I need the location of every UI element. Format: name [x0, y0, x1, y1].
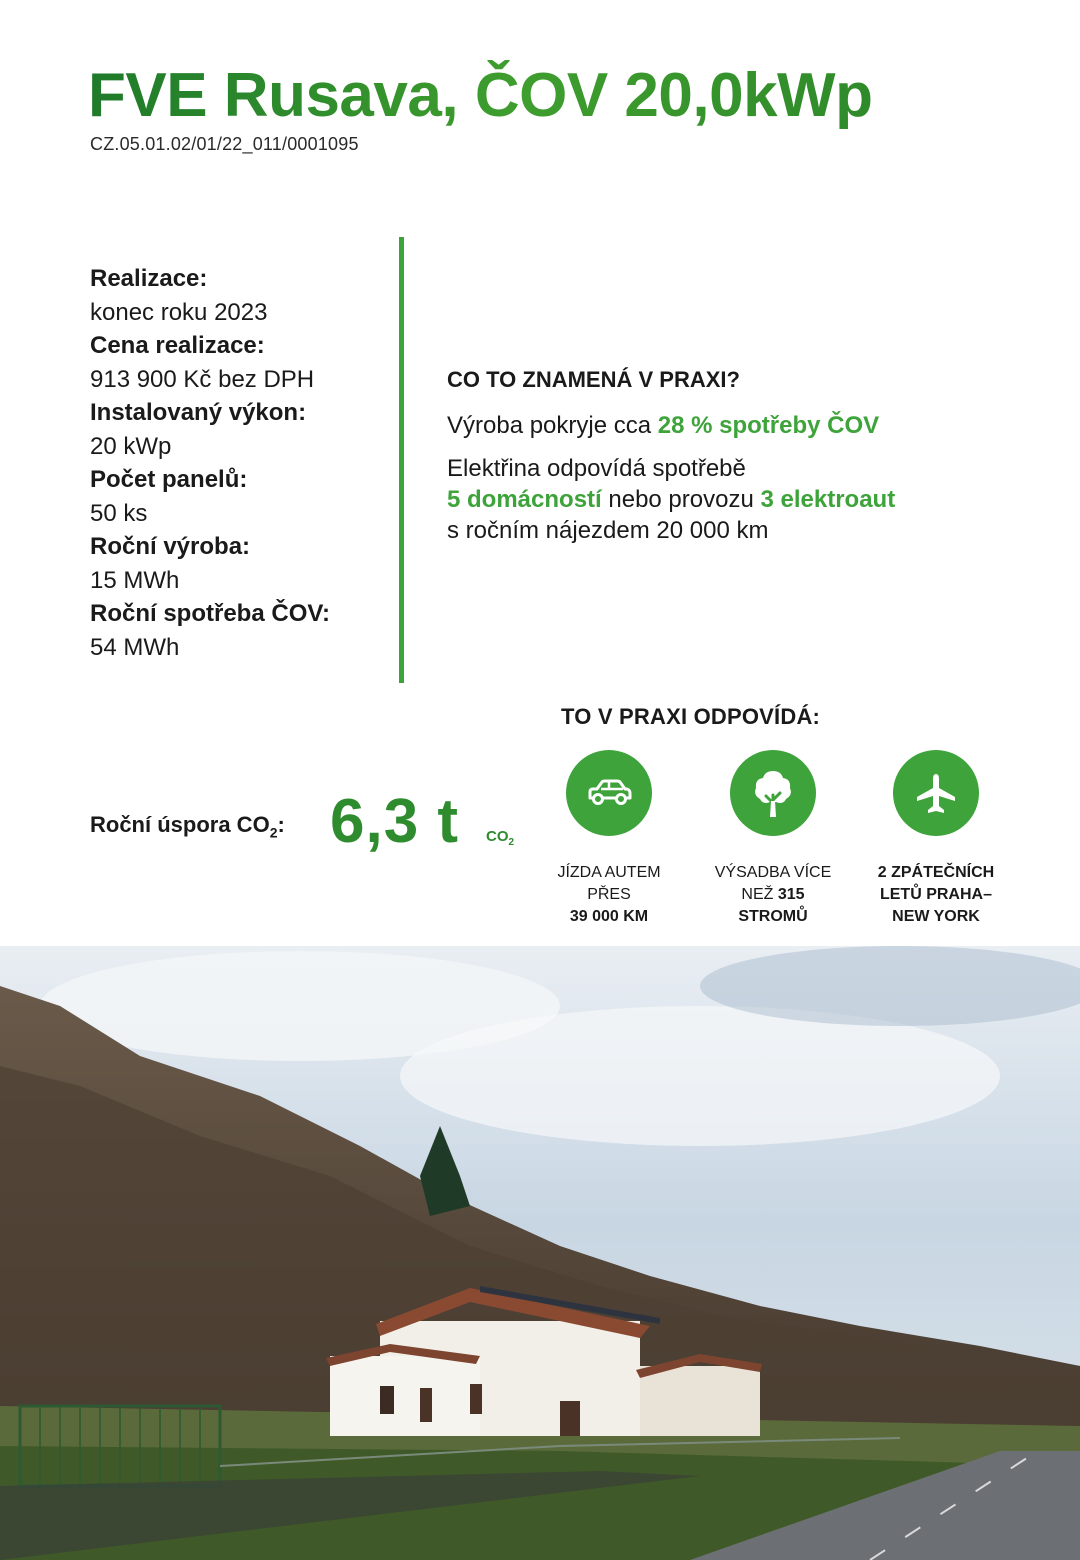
- ev-highlight: 3 elektroaut: [760, 486, 896, 513]
- co2-unit-text: CO: [486, 828, 509, 845]
- fact-value-annual-production: 15 MWh: [90, 566, 180, 594]
- car-text-line2: PŘES: [587, 886, 631, 903]
- fact-value-annual-consumption: 54 MWh: [90, 633, 180, 661]
- equivalent-trees: [688, 750, 858, 928]
- fact-label-realization: Realizace:: [90, 265, 208, 292]
- co2-unit-sub: 2: [508, 837, 515, 848]
- co2-label-text: Roční úspora CO: [90, 812, 270, 837]
- trees-text-line1: VÝSADBA VÍCE: [714, 864, 832, 881]
- equivalents-heading: TO V PRAXI ODPOVÍDÁ:: [561, 704, 821, 729]
- co2-label: [90, 812, 285, 840]
- households-highlight: 5 domácností: [447, 486, 602, 513]
- fact-label-panel-count: Počet panelů:: [90, 466, 248, 493]
- equivalent-flights: [851, 750, 1021, 928]
- co2-label-suffix: :: [277, 812, 285, 837]
- project-code: CZ.05.01.02/01/22_011/0001095: [90, 134, 359, 154]
- fact-value-installed-power: 20 kWp: [90, 432, 172, 460]
- fact-label-price: Cena realizace:: [90, 332, 265, 359]
- practice-section: [447, 364, 1047, 546]
- flights-text-line2: LETŮ PRAHA–: [879, 886, 992, 903]
- flights-text-line3: NEW YORK: [892, 908, 980, 925]
- equivalent-car: [524, 750, 694, 928]
- flights-text: [851, 862, 1021, 928]
- trees-text: [688, 862, 858, 928]
- fact-label-annual-production: Roční výroba:: [90, 533, 251, 560]
- fact-label-installed-power: Instalovaný výkon:: [90, 399, 307, 426]
- trees-text-line3: STROMŮ: [738, 908, 808, 925]
- car-text-line3: 39 000 KM: [569, 908, 649, 925]
- airplane-icon: [893, 750, 979, 836]
- equivalence-line-b: nebo provozu: [601, 486, 761, 513]
- page-title: FVE Rusava, ČOV 20,0kWp: [88, 58, 872, 134]
- co2-unit: [486, 828, 514, 848]
- practice-heading: CO TO ZNAMENÁ V PRAXI?: [447, 367, 740, 392]
- flights-text-line1: 2 ZPÁTEČNÍCH: [877, 864, 995, 881]
- car-text: [524, 862, 694, 928]
- fact-label-annual-consumption: Roční spotřeba ČOV:: [90, 600, 331, 627]
- co2-value: 6,3 t: [330, 787, 460, 856]
- car-text-line1: JÍZDA AUTEM: [557, 864, 661, 881]
- equivalence-text: [447, 453, 1047, 546]
- trees-count: 315: [777, 886, 805, 903]
- vertical-divider: [399, 237, 404, 683]
- fact-value-panel-count: 50 ks: [90, 499, 148, 527]
- trees-text-line2-prefix: NEŽ: [741, 886, 778, 903]
- coverage-prefix: Výroba pokryje cca: [447, 412, 658, 439]
- facility-photo: [0, 946, 1080, 1560]
- fact-value-price: 913 900 Kč bez DPH: [90, 365, 315, 393]
- co2-label-sub: 2: [269, 824, 278, 841]
- car-icon: [566, 750, 652, 836]
- coverage-text: [447, 410, 1047, 441]
- project-facts: [90, 262, 390, 664]
- equivalence-line-c: s ročním nájezdem 20 000 km: [447, 517, 769, 544]
- tree-icon: [730, 750, 816, 836]
- fact-value-realization: konec roku 2023: [90, 298, 268, 326]
- coverage-highlight: 28 % spotřeby ČOV: [657, 412, 880, 439]
- equivalence-line-a: Elektřina odpovídá spotřebě: [447, 455, 746, 482]
